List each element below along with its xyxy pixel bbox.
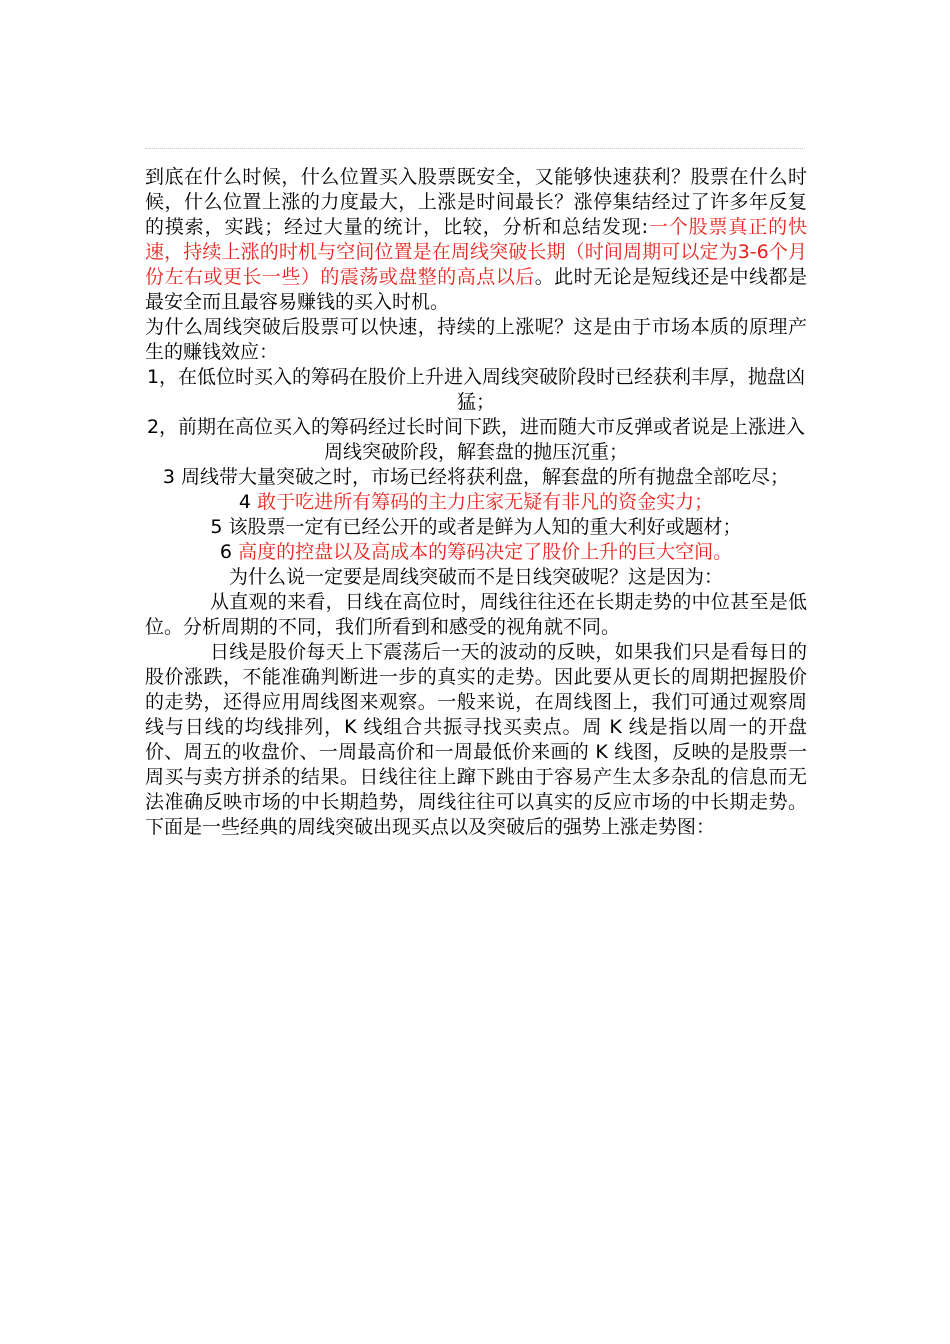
- intro-paragraph: [145, 165, 807, 315]
- intro-tail: 。此时无论是短线还是中线都是最安全而且最容易赚钱的买入时机。: [145, 266, 807, 313]
- list-item-1: 1，在低位时买入的筹码在股价上升进入周线突破阶段时已经获利丰厚，抛盘凶猛；: [146, 366, 806, 413]
- list-item-4: [145, 490, 807, 515]
- list-item-5: 5 该股票一定有已经公开的或者是鲜为人知的重大利好或题材；: [210, 516, 742, 538]
- list-item-6: [145, 540, 807, 565]
- list-item-4-number: 4: [238, 491, 258, 513]
- paragraph-daily-line: 日线是股价每天上下震荡后一天的波动的反映，如果我们只是看每日的股价涨跌，不能准确判断进一步的真实的走势。因此要从更长的周期把握股价的走势，还得应用周线图来观察。一般来说，在周线图上，我们可通过观察周线与日线的均线排列，K 线组合共振寻找买卖点。周 K 线是指以周一的开盘价、周五的收盘价、一周最高价和一周最低价来画的 K 线图，反映的是股票一周买与卖方拼杀的结果。日线往往上蹿下跳由于容易产生太多杂乱的信息而无法准确反映市场的中长期趋势，周线往往可以真实的反应市场的中长期走势。下面是一些经典的周线突破出现买点以及突破后的强势上涨走势图：: [145, 641, 807, 838]
- paragraph-view-angle: 从直观的来看，日线在高位时，周线往往还在长期走势的中位甚至是低位。分析周期的不同，我们所看到和感受的视角就不同。: [145, 591, 807, 638]
- intro-text: 到底在什么时候，什么位置买入股票既安全，又能够快速获利？股票在什么时候，什么位置上涨的力度最大，上涨是时间最长？涨停集结经过了许多年反复的摸索，实践；经过大量的统计，比较，分析和总结发现:: [145, 166, 807, 238]
- intro-highlight: 一个股票真正的快速，持续上涨的时机与空间位置是在周线突破长期（时间周期可以定为3-6个月份左右或更长一些）的震荡或盘整的高点以后: [145, 216, 807, 288]
- list-item-4-text: 敢于吃进所有筹码的主力庄家无疑有非凡的资金实力；: [257, 491, 714, 513]
- list-item-3: 3 周线带大量突破之时，市场已经将获利盘，解套盘的所有抛盘全部吃尽；: [162, 466, 790, 488]
- document-body: [145, 165, 807, 840]
- list-item-6-number: 6: [219, 541, 239, 563]
- question-weekly-vs-daily: 为什么说一定要是周线突破而不是日线突破呢？这是因为：: [228, 566, 723, 588]
- list-item-6-text: 高度的控盘以及高成本的筹码决定了股价上升的巨大空间。: [238, 541, 733, 563]
- question-why-weekly: 为什么周线突破后股票可以快速，持续的上涨呢？这是由于市场本质的原理产生的赚钱效应：: [145, 316, 807, 363]
- list-item-2: 2，前期在高位买入的筹码经过长时间下跌，进而随大市反弹或者说是上涨进入周线突破阶段，解套盘的抛压沉重；: [146, 416, 806, 463]
- header-divider: [145, 148, 805, 149]
